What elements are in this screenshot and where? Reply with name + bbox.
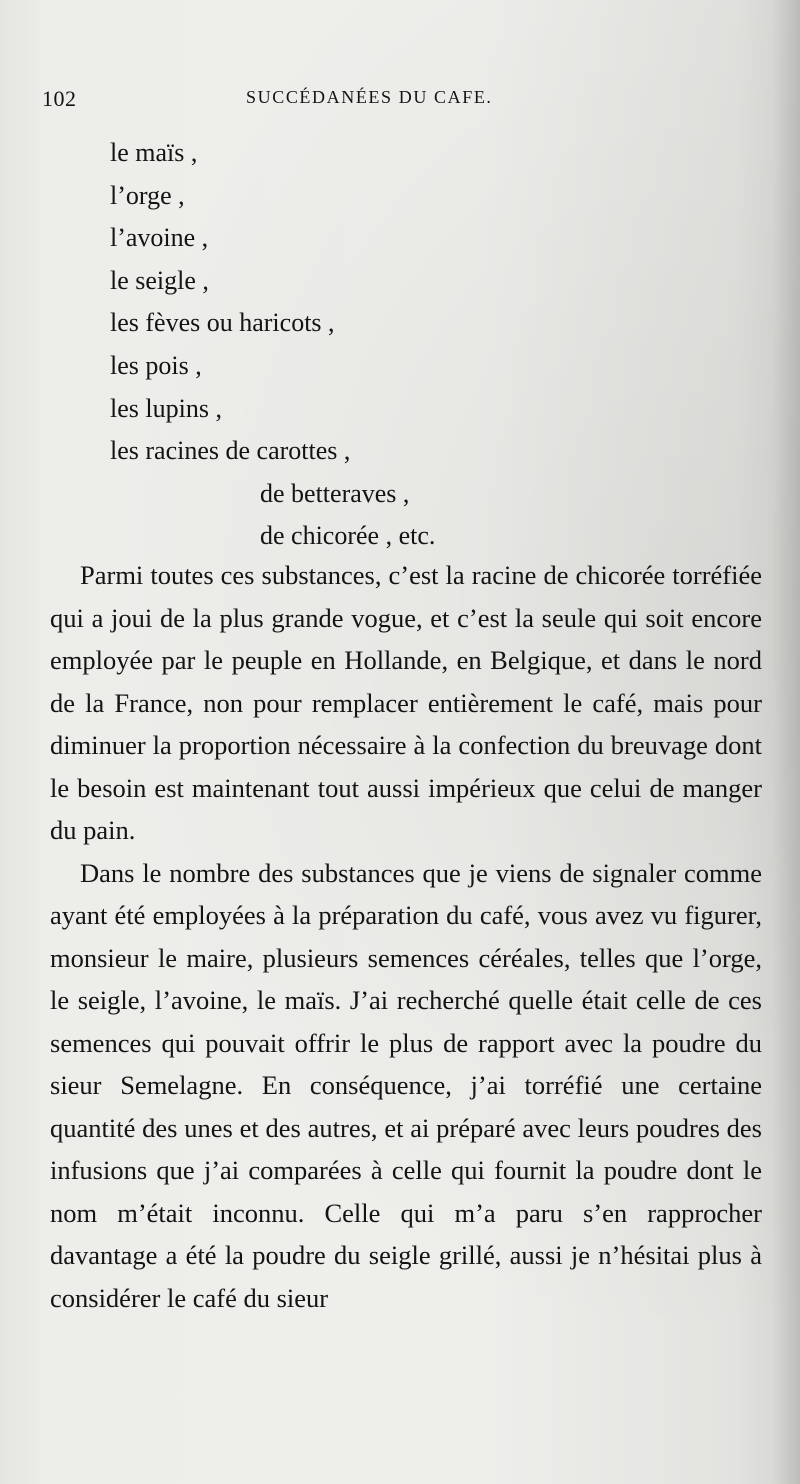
list-item: les lupins , <box>110 393 222 423</box>
list-item: le maïs , <box>110 138 198 167</box>
list-item: de chicorée , etc. <box>260 521 436 551</box>
body-text <box>50 554 762 1319</box>
list-item: les pois , <box>110 350 202 380</box>
page-number: 102 <box>42 86 77 111</box>
page-header <box>0 86 800 116</box>
list-item: l’avoine , <box>110 223 209 253</box>
substance-list <box>0 132 800 558</box>
paragraph: Dans le nombre des substances que je viens de signaler comme ayant été employées à la préparation du café, vous avez vu figurer, monsieur le maire, plusieurs semences céréales, telles que l’orge, le seigle, l’avoine, le maïs. J’ai recherché quelle était celle de ces semences qui pouvait offrir le plus de rapport avec la poudre du sieur Semelagne. En conséquence, j’ai torréfié une certaine quantité des unes et des autres, et ai préparé avec leurs poudres des infusions que j’ai comparées à celle qui fournit la poudre dont le nom m’était inconnu. Celle qui m’a paru s’en rapprocher davantage a été la poudre du seigle grillé, aussi je n’hésitai plus à considérer le café du sieur <box>50 857 762 1313</box>
list-item: les fèves ou haricots , <box>110 308 335 338</box>
list-item: les racines de carottes , <box>110 436 351 466</box>
list-item: l’orge , <box>110 180 185 210</box>
list-item: de betteraves , <box>260 478 410 508</box>
list-item: le seigle , <box>110 265 209 295</box>
running-title: SUCCÉDANÉES DU CAFE. <box>246 87 493 107</box>
paragraph: Parmi toutes ces substances, c’est la racine de chicorée torréfiée qui a joui de la plus grande vogue, et c’est la seule qui soit encore employée par le peuple en Hollande, en Belgique, et dans le nord de la France, non pour remplacer entièrement le café, mais pour diminuer la proportion nécessaire à la confection du breuvage dont le besoin est maintenant tout aussi impérieux que celui de manger du pain. <box>50 560 762 845</box>
